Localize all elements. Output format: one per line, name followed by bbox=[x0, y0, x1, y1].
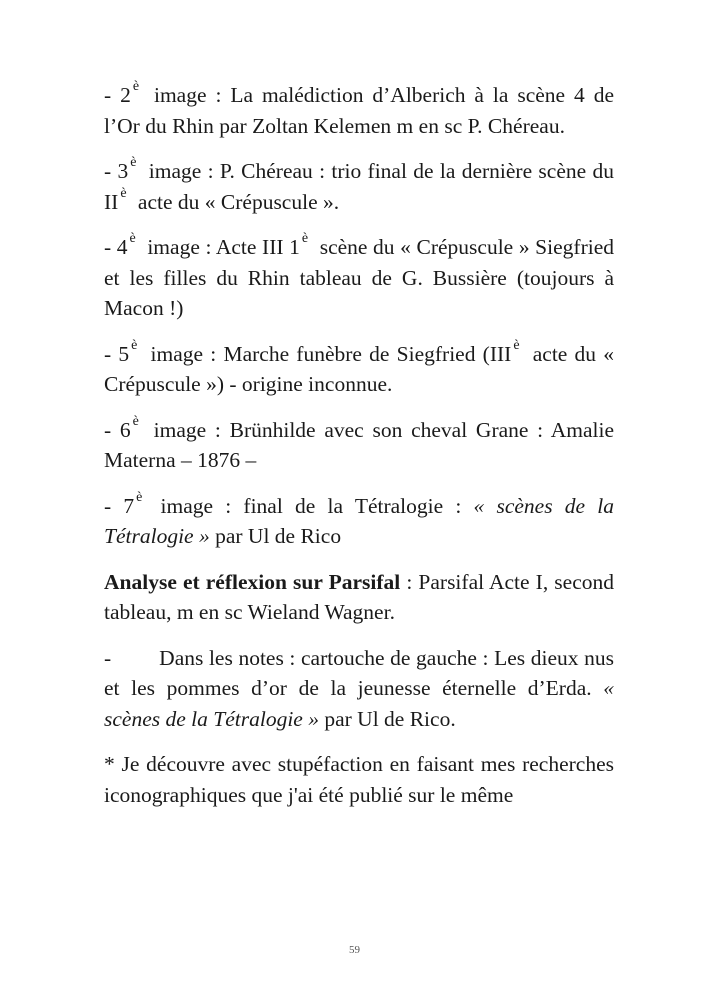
italic-title: « scènes de la Tétralogie » bbox=[104, 493, 614, 548]
superscript: è bbox=[513, 337, 520, 353]
superscript: è bbox=[132, 413, 139, 429]
superscript: è bbox=[136, 489, 143, 505]
list-marker: - 3 bbox=[104, 159, 129, 183]
paragraph-footnote bbox=[104, 749, 614, 810]
bold-heading: Analyse et réflexion sur Parsifal bbox=[104, 569, 401, 594]
paragraph-text: acte du « Crépuscule ») - origine inconnue. bbox=[104, 341, 614, 396]
list-marker: - 4 bbox=[104, 235, 128, 259]
list-marker: - bbox=[104, 645, 112, 670]
paragraph-text: : Parsifal Acte I, second tableau, m en sc Wieland Wagner. bbox=[104, 569, 614, 624]
list-marker: - 5 bbox=[104, 341, 130, 366]
paragraph-parsifal bbox=[104, 567, 614, 628]
superscript: è bbox=[131, 337, 138, 353]
paragraph-image-2 bbox=[104, 80, 614, 141]
list-marker: - 7 bbox=[104, 493, 135, 518]
paragraph-text: Dans les notes : cartouche de gauche : Les dieux nus et les pommes d’or de la jeunesse éternelle d’Erda. bbox=[104, 645, 614, 700]
superscript: è bbox=[301, 231, 309, 246]
list-marker: - 6 bbox=[104, 417, 131, 442]
paragraph-image-7 bbox=[104, 491, 614, 552]
paragraph-text: * Je découvre avec stupéfaction en faisant mes recherches iconographiques que j'ai été publié sur le même bbox=[104, 752, 614, 807]
paragraph-image-6 bbox=[104, 415, 614, 476]
paragraph-text: image : Brünhilde avec son cheval Grane : Amalie Materna – 1876 – bbox=[104, 417, 614, 472]
paragraph-image-5 bbox=[104, 339, 614, 400]
paragraph-text: par Ul de Rico. bbox=[318, 706, 456, 731]
paragraph-text: image : P. Chéreau : trio final de la dernière scène du II bbox=[104, 159, 614, 214]
page-number: 59 bbox=[349, 944, 360, 956]
paragraph-text: acte du « Crépuscule ». bbox=[132, 189, 340, 214]
paragraph-image-3 bbox=[104, 156, 614, 217]
italic-title: « scènes de la Tétralogie » bbox=[104, 676, 614, 731]
paragraph-text: scène du « Crépuscule » Siegfried et les filles du Rhin tableau de G. Bussière (toujours à Macon !) bbox=[104, 235, 614, 320]
page-body bbox=[104, 80, 614, 825]
paragraph-text: image : Acte III 1 bbox=[141, 235, 300, 259]
paragraph-text: image : final de la Tétralogie : bbox=[148, 493, 474, 518]
paragraph-notes bbox=[104, 643, 614, 735]
paragraph-image-4 bbox=[104, 232, 614, 324]
superscript: è bbox=[129, 231, 136, 246]
paragraph-text: par Ul de Rico bbox=[209, 524, 342, 548]
list-marker: - 2 bbox=[104, 83, 131, 107]
superscript: è bbox=[120, 185, 127, 201]
paragraph-text: image : La malédiction d’Alberich à la scène 4 de l’Or du Rhin par Zoltan Kelemen m en sc P. Chéreau. bbox=[104, 83, 614, 138]
superscript: è bbox=[132, 79, 140, 94]
paragraph-text: image : Marche funèbre de Siegfried (III bbox=[143, 341, 512, 366]
superscript: è bbox=[130, 155, 137, 170]
